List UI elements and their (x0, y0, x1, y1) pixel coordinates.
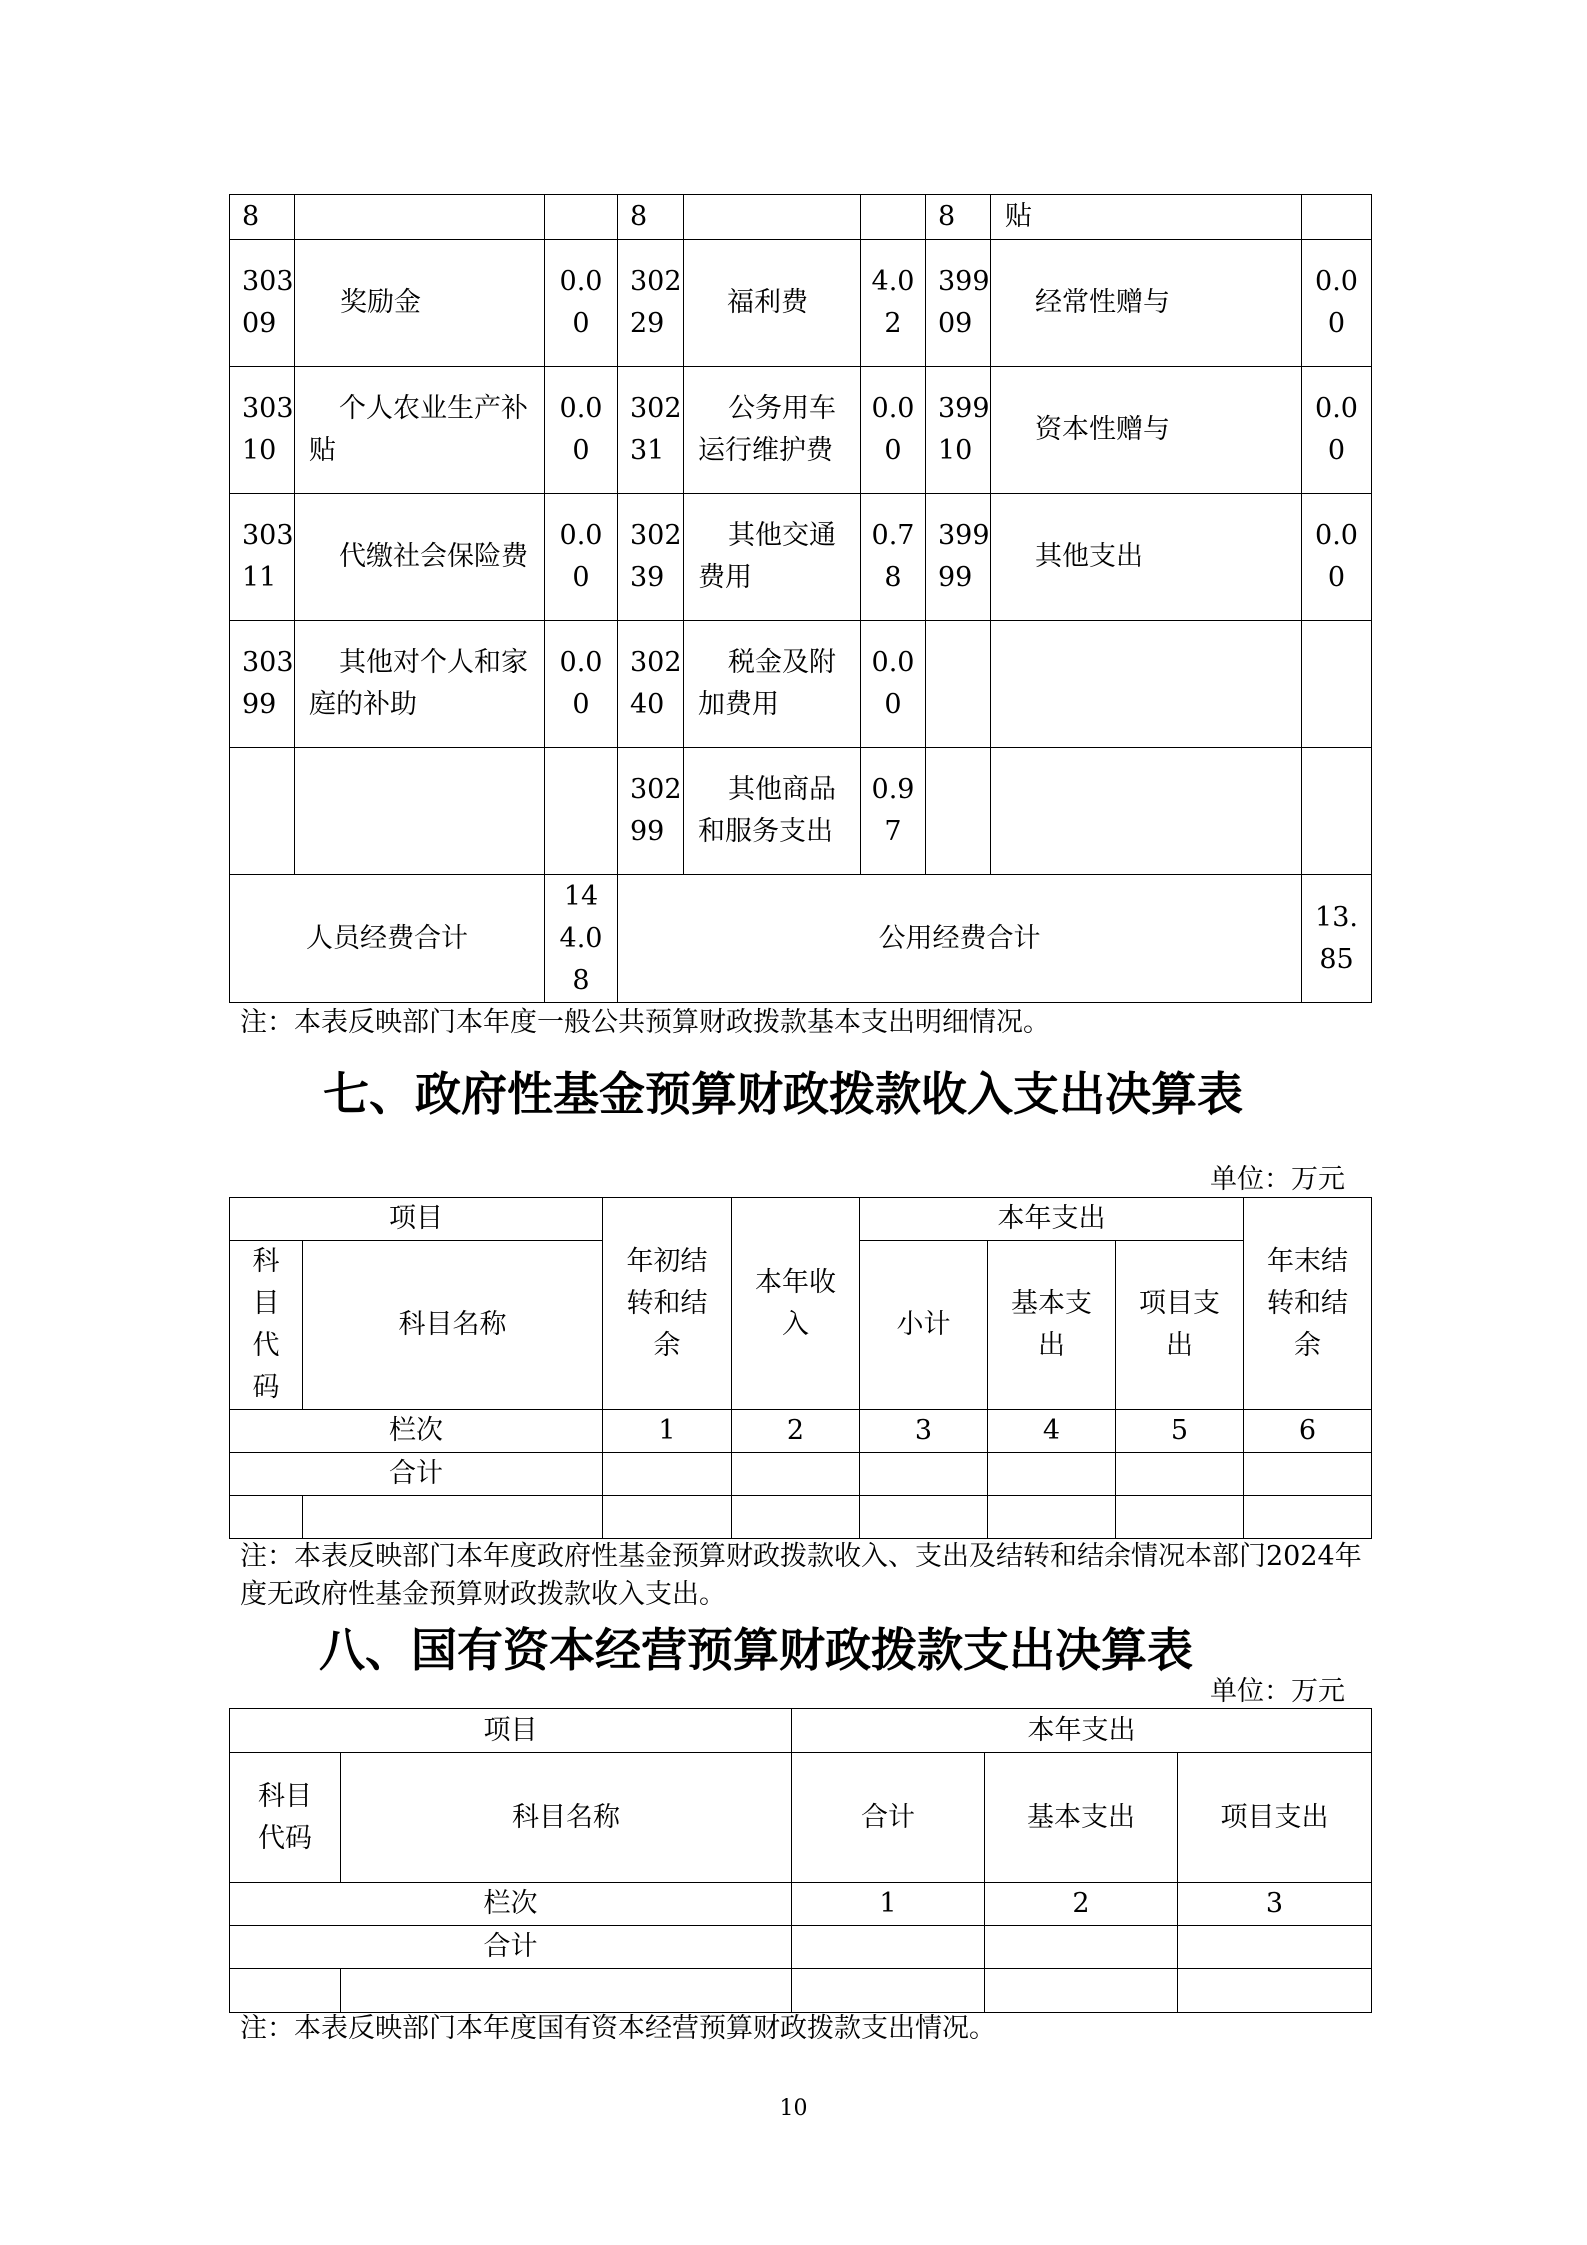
total-label: 合计 (230, 1453, 603, 1496)
empty-cell (1116, 1453, 1244, 1496)
subject-code: 30309 (230, 240, 295, 367)
table-row (230, 240, 1372, 367)
empty-cell (792, 1926, 985, 1969)
amount: 0.00 (545, 494, 618, 621)
header-income: 本年收入 (732, 1198, 860, 1410)
subject-name (991, 748, 1302, 875)
empty-cell (732, 1496, 860, 1539)
subject-name: 福利费 (684, 240, 861, 367)
amount (545, 748, 618, 875)
header-code: 科目代码 (230, 1753, 341, 1883)
subject-name: 资本性赠与 (991, 367, 1302, 494)
empty-cell (1244, 1496, 1372, 1539)
subject-name: 税金及附加费用 (684, 621, 861, 748)
amount: 0.00 (1302, 494, 1372, 621)
index-row (230, 1410, 1372, 1453)
section8-unit: 单位：万元 (1210, 1676, 1345, 1707)
col-number: 2 (732, 1410, 860, 1453)
subject-name: 其他交通费用 (684, 494, 861, 621)
header-basic: 基本支出 (988, 1241, 1116, 1410)
col-number: 1 (603, 1410, 732, 1453)
empty-cell (303, 1496, 603, 1539)
empty-cell (1244, 1453, 1372, 1496)
amount: 0.00 (1302, 240, 1372, 367)
amount: 0.00 (861, 621, 926, 748)
empty-cell (860, 1453, 988, 1496)
subject-code: 30239 (618, 494, 684, 621)
table-row (230, 1496, 1372, 1539)
subject-code (926, 748, 991, 875)
header-item: 项目 (230, 1709, 792, 1753)
amount: 0.00 (861, 367, 926, 494)
amount (1302, 748, 1372, 875)
subject-code (926, 621, 991, 748)
empty-cell (230, 1969, 341, 2013)
table-row (230, 367, 1372, 494)
header-total: 合计 (792, 1753, 985, 1883)
empty-cell (1178, 1969, 1372, 2013)
subject-name: 代缴社会保险费 (295, 494, 545, 621)
col-number: 2 (985, 1883, 1178, 1926)
subject-code: 30231 (618, 367, 684, 494)
empty-cell (341, 1969, 792, 2013)
col-number: 6 (1244, 1410, 1372, 1453)
row-index-label: 栏次 (230, 1883, 792, 1926)
subject-code: 30399 (230, 621, 295, 748)
state-capital-table (229, 1708, 1372, 2013)
section7-unit: 单位：万元 (1210, 1164, 1345, 1195)
amount: 4.02 (861, 240, 926, 367)
subject-name: 个人农业生产补贴 (295, 367, 545, 494)
header-row (230, 1709, 1372, 1753)
total-label: 合计 (230, 1926, 792, 1969)
subject-code: 8 (618, 195, 684, 240)
subject-name (295, 748, 545, 875)
subject-name (991, 621, 1302, 748)
header-project: 项目支出 (1178, 1753, 1372, 1883)
header-name: 科目名称 (303, 1241, 603, 1410)
empty-cell (603, 1496, 732, 1539)
empty-cell (860, 1496, 988, 1539)
empty-cell (1116, 1496, 1244, 1539)
amount: 0.97 (861, 748, 926, 875)
row-index-label: 栏次 (230, 1410, 603, 1453)
empty-cell (988, 1453, 1116, 1496)
col-number: 3 (1178, 1883, 1372, 1926)
subject-name: 经常性赠与 (991, 240, 1302, 367)
header-row (230, 1198, 1372, 1241)
header-basic: 基本支出 (985, 1753, 1178, 1883)
subject-code: 39999 (926, 494, 991, 621)
subject-code: 39909 (926, 240, 991, 367)
table-row (230, 621, 1372, 748)
total-row (230, 1453, 1372, 1496)
empty-cell (1178, 1926, 1372, 1969)
subject-code: 30310 (230, 367, 295, 494)
subject-name: 其他商品和服务支出 (684, 748, 861, 875)
page-number: 10 (779, 2096, 808, 2121)
subject-code: 30311 (230, 494, 295, 621)
header-expense: 本年支出 (860, 1198, 1244, 1241)
empty-cell (985, 1969, 1178, 2013)
totals-row (230, 875, 1372, 1003)
subject-code: 30229 (618, 240, 684, 367)
header-code: 科目代码 (230, 1241, 303, 1410)
amount: 0.00 (545, 621, 618, 748)
table-row (230, 494, 1372, 621)
subject-name (684, 195, 861, 240)
section7-note: 注：本表反映部门本年度政府性基金预算财政拨款收入、支出及结转和结余情况本部门2024年度无政府性基金预算财政拨款收入支出。 (240, 1541, 1362, 1610)
empty-cell (988, 1496, 1116, 1539)
subject-code: 8 (926, 195, 991, 240)
subject-code: 30299 (618, 748, 684, 875)
total-row (230, 1926, 1372, 1969)
section8-note: 注：本表反映部门本年度国有资本经营预算财政拨款支出情况。 (240, 2013, 996, 2044)
subject-code: 39910 (926, 367, 991, 494)
subject-name: 公务用车运行维护费 (684, 367, 861, 494)
section7-title: 七、政府性基金预算财政拨款收入支出决算表 (323, 1067, 1243, 1121)
amount (1302, 621, 1372, 748)
empty-cell (230, 1496, 303, 1539)
subject-name: 贴 (991, 195, 1302, 240)
personnel-total-value: 144.08 (545, 875, 618, 1003)
index-row (230, 1883, 1372, 1926)
header-carry-begin: 年初结转和结余 (603, 1198, 732, 1410)
table-row (230, 748, 1372, 875)
subject-name: 奖励金 (295, 240, 545, 367)
empty-cell (732, 1453, 860, 1496)
empty-cell (603, 1453, 732, 1496)
header-expense: 本年支出 (792, 1709, 1372, 1753)
header-carry-end: 年末结转和结余 (1244, 1198, 1372, 1410)
header-project: 项目支出 (1116, 1241, 1244, 1410)
subject-code: 30240 (618, 621, 684, 748)
amount: 0.00 (545, 367, 618, 494)
col-number: 3 (860, 1410, 988, 1453)
basic-expense-detail-table (229, 194, 1372, 1003)
gov-fund-table (229, 1197, 1372, 1539)
table-row (230, 1969, 1372, 2013)
section8-title: 八、国有资本经营预算财政拨款支出决算表 (319, 1623, 1193, 1677)
col-number: 1 (792, 1883, 985, 1926)
amount (545, 195, 618, 240)
personnel-total-label: 人员经费合计 (230, 875, 545, 1003)
amount: 0.78 (861, 494, 926, 621)
subject-name (295, 195, 545, 240)
col-number: 5 (1116, 1410, 1244, 1453)
header-item: 项目 (230, 1198, 603, 1241)
public-total-value: 13.85 (1302, 875, 1372, 1003)
subject-name: 其他支出 (991, 494, 1302, 621)
public-total-label: 公用经费合计 (618, 875, 1302, 1003)
amount: 0.00 (545, 240, 618, 367)
header-subtotal: 小计 (860, 1241, 988, 1410)
empty-cell (985, 1926, 1178, 1969)
amount (1302, 195, 1372, 240)
empty-cell (792, 1969, 985, 2013)
amount: 0.00 (1302, 367, 1372, 494)
subject-code (230, 748, 295, 875)
subject-code: 8 (230, 195, 295, 240)
header-row (230, 1753, 1372, 1883)
subject-name: 其他对个人和家庭的补助 (295, 621, 545, 748)
table-a-note: 注：本表反映部门本年度一般公共预算财政拨款基本支出明细情况。 (240, 1007, 1050, 1038)
table-row (230, 195, 1372, 240)
amount (861, 195, 926, 240)
header-name: 科目名称 (341, 1753, 792, 1883)
col-number: 4 (988, 1410, 1116, 1453)
